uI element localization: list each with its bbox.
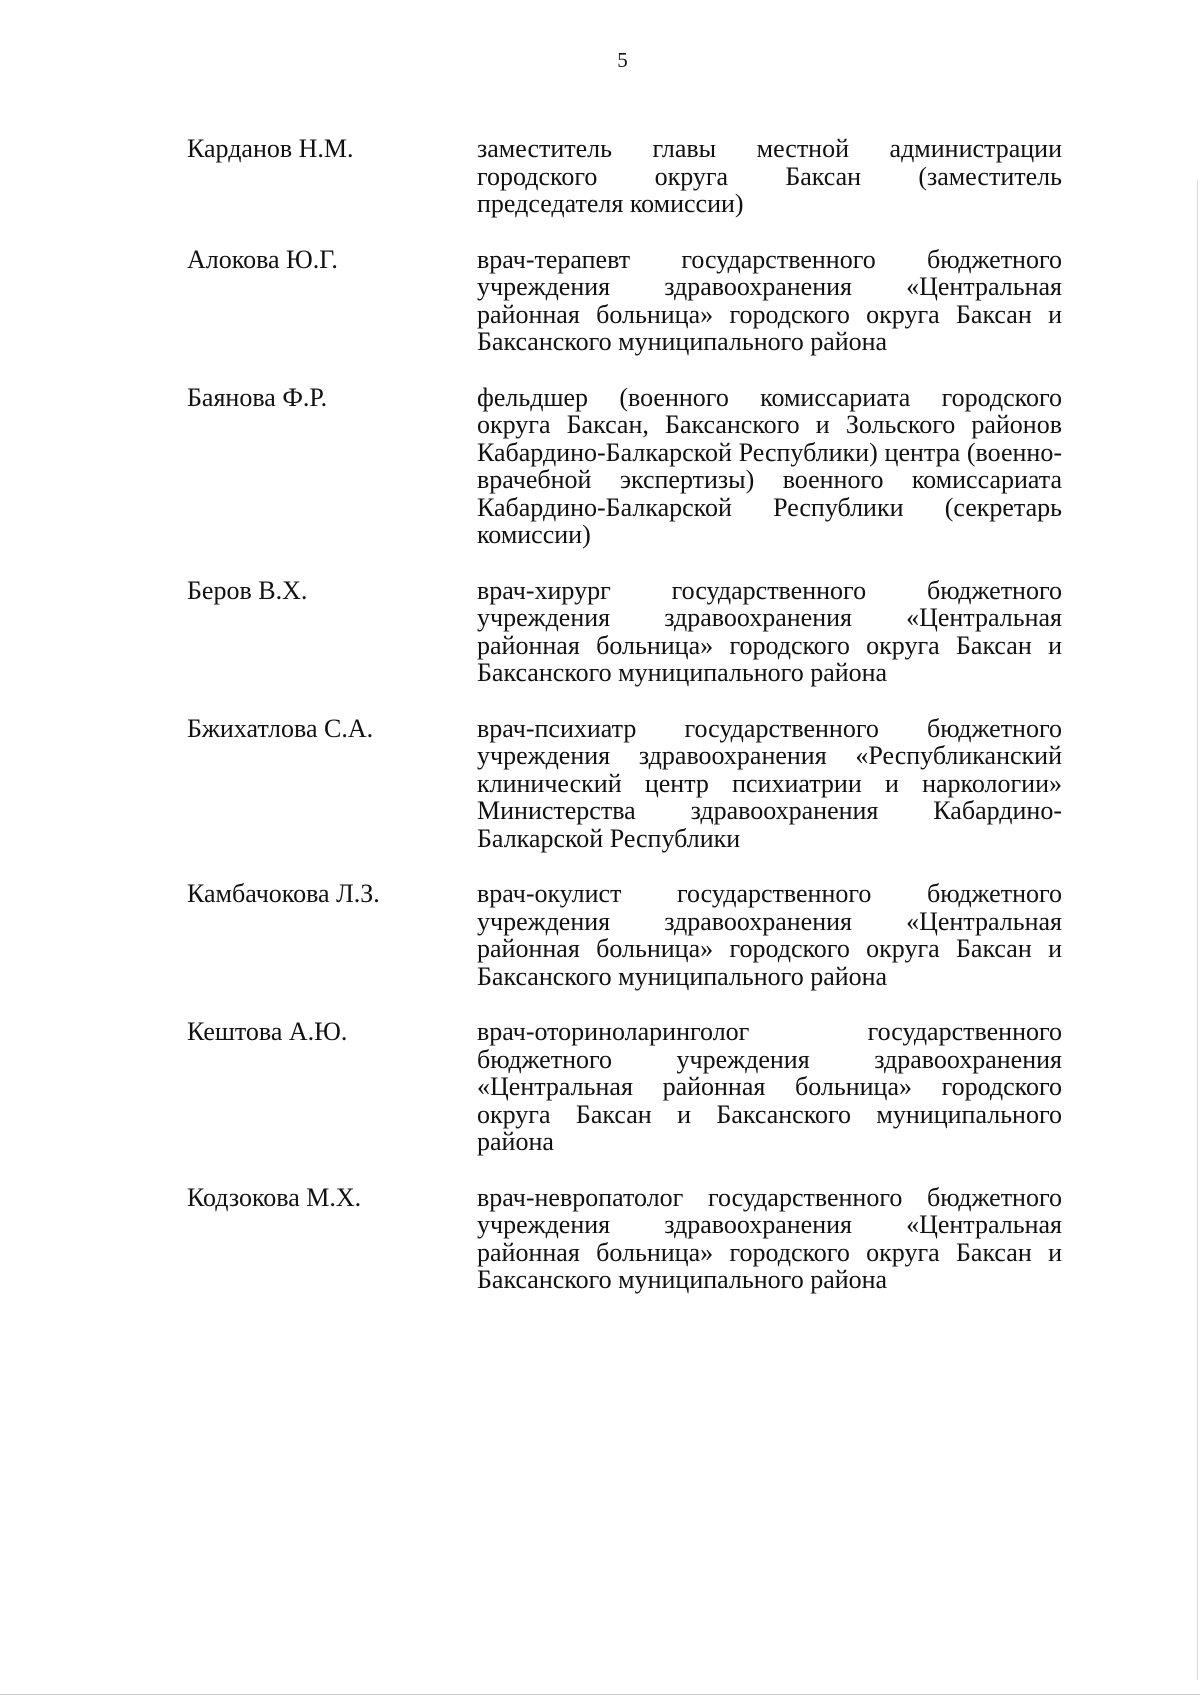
- member-role: заместитель главы местной администрации городского округа Баксан (заместитель председателя комиссии): [477, 134, 1062, 218]
- member-row: [187, 135, 1062, 218]
- scan-edge-right: [1197, 180, 1198, 1680]
- member-row: [187, 246, 1062, 356]
- member-row: [187, 384, 1062, 549]
- page-number: 5: [617, 48, 628, 72]
- member-role: врач-невропатолог государственного бюджетного учреждения здравоохранения «Центральная районная больница» городского округа Баксан и Баксанского муниципального района: [477, 1182, 1062, 1294]
- member-name: Камбачокова Л.З.: [187, 879, 380, 908]
- member-role: фельдшер (военного комиссариата городского округа Баксан, Баксанского и Зольского районов Кабардино-Балкарской Республики) центра (военно-врачебной экспертизы) военного комиссариата Кабардино-Балкарской Республики (секретарь комиссии): [477, 382, 1062, 549]
- member-row: [187, 577, 1062, 687]
- member-name: Кодзокова М.Х.: [187, 1182, 362, 1212]
- member-name: Бжихатлова С.А.: [187, 713, 374, 743]
- member-name: Алокова Ю.Г.: [187, 244, 338, 274]
- member-role: врач-окулист государственного бюджетного учреждения здравоохранения «Центральная районная больница» городского округа Баксан и Баксанского муниципального района: [477, 879, 1062, 991]
- member-row: [187, 715, 1062, 853]
- member-name: Баянова Ф.Р.: [187, 382, 328, 412]
- member-name: Кештова А.Ю.: [187, 1017, 348, 1046]
- member-row: [187, 1018, 1062, 1156]
- member-role: врач-оториноларинголог государственного бюджетного учреждения здравоохранения «Центральная районная больница» городского округа Баксан и Баксанского муниципального района: [477, 1017, 1062, 1156]
- member-role: врач-терапевт государственного бюджетного учреждения здравоохранения «Центральная районная больница» городского округа Баксан и Баксанского муниципального района: [477, 244, 1062, 356]
- scan-edge-bottom: [0, 1694, 1200, 1695]
- member-name: Карданов Н.М.: [187, 134, 354, 163]
- member-role: врач-хирург государственного бюджетного учреждения здравоохранения «Центральная районная больница» городского округа Баксан и Баксанского муниципального района: [477, 575, 1062, 687]
- member-row: [187, 880, 1062, 990]
- member-row: [187, 1184, 1062, 1294]
- commission-members-list: [187, 135, 1062, 1294]
- member-role: врач-психиатр государственного бюджетного учреждения здравоохранения «Республиканский клинический центр психиатрии и наркологии» Министерства здравоохранения Кабардино-Балкарской Республики: [477, 713, 1062, 853]
- member-name: Беров В.Х.: [187, 575, 308, 605]
